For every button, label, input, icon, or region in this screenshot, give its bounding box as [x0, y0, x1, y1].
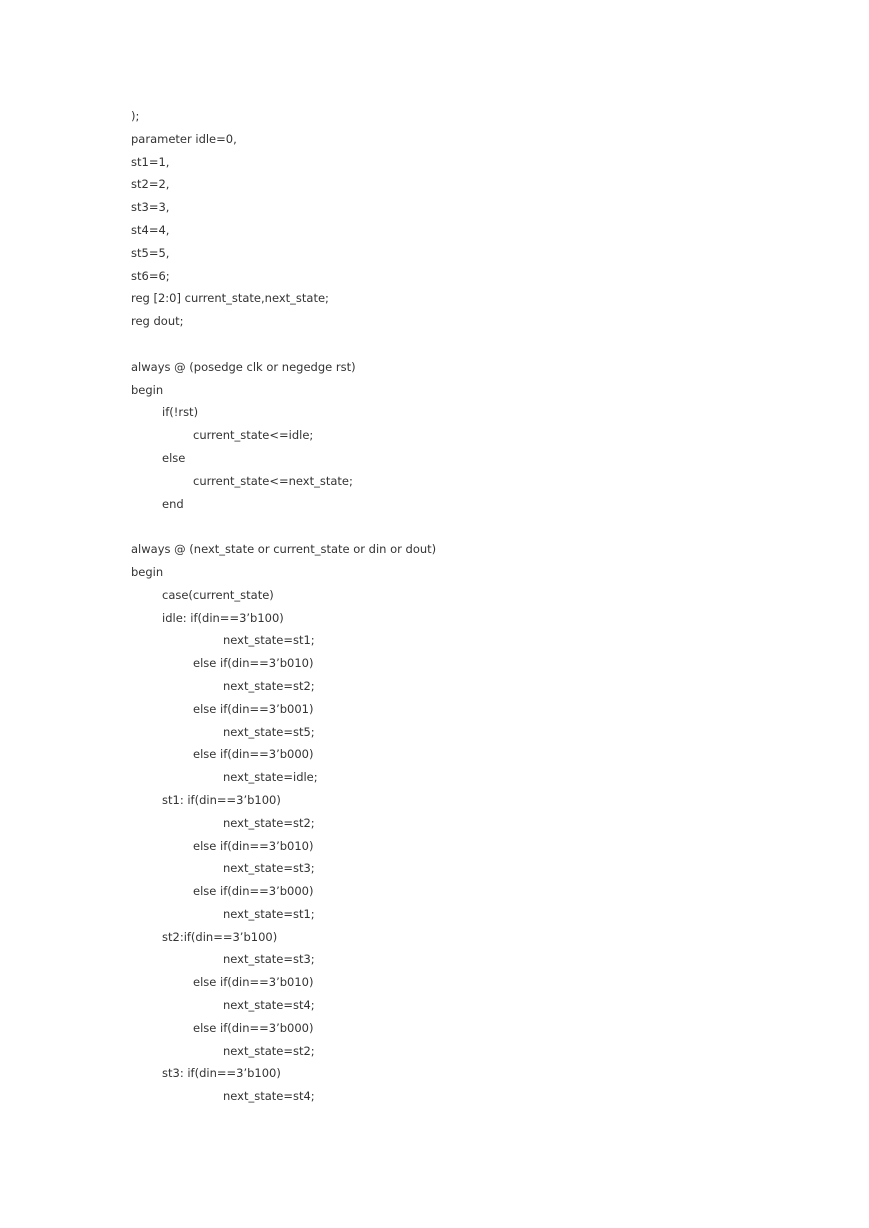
- code-line: st3=3,: [131, 200, 170, 215]
- code-line: always @ (next_state or current_state or din or dout): [131, 542, 437, 557]
- blank-line: [131, 333, 831, 356]
- code-line: next_state=st4;: [223, 1089, 315, 1104]
- code-line: else if(din==3’b010): [193, 838, 314, 853]
- code-listing: [131, 105, 831, 1108]
- code-line: st1=1,: [131, 154, 170, 169]
- code-line: next_state=st2;: [223, 815, 315, 830]
- code-line: next_state=st2;: [223, 1043, 315, 1058]
- code-line: next_state=st3;: [223, 952, 315, 967]
- code-line: always @ (posedge clk or negedge rst): [131, 359, 356, 374]
- code-line: next_state=st5;: [223, 724, 315, 739]
- code-line: else if(din==3’b000): [193, 747, 314, 762]
- code-line: else: [162, 450, 186, 465]
- code-line: current_state<=idle;: [193, 428, 314, 443]
- code-line: case(current_state): [162, 587, 274, 602]
- code-line: st6=6;: [131, 268, 170, 283]
- code-line: st2:if(din==3’b100): [162, 929, 278, 944]
- code-line: else if(din==3’b000): [193, 884, 314, 899]
- code-line: st2=2,: [131, 177, 170, 192]
- code-line: begin: [131, 382, 164, 397]
- code-line: else if(din==3’b010): [193, 656, 314, 671]
- code-line: idle: if(din==3’b100): [162, 610, 284, 625]
- code-line: next_state=st1;: [223, 633, 315, 648]
- code-line: next_state=idle;: [223, 770, 318, 785]
- code-line: next_state=st2;: [223, 678, 315, 693]
- code-line: st5=5,: [131, 245, 170, 260]
- code-line: st1: if(din==3’b100): [162, 792, 281, 807]
- code-line: begin: [131, 564, 164, 579]
- code-line: reg dout;: [131, 314, 184, 329]
- code-line: else if(din==3’b010): [193, 975, 314, 990]
- code-line: current_state<=next_state;: [193, 473, 353, 488]
- code-line: st3: if(din==3’b100): [162, 1066, 281, 1081]
- code-line: next_state=st4;: [223, 998, 315, 1013]
- code-line: next_state=st1;: [223, 906, 315, 921]
- code-line: reg [2:0] current_state,next_state;: [131, 291, 329, 306]
- code-line: );: [131, 109, 140, 123]
- code-line: next_state=st3;: [223, 861, 315, 876]
- code-line: st4=4,: [131, 222, 170, 237]
- code-line: if(!rst): [162, 405, 199, 420]
- code-line: else if(din==3’b001): [193, 701, 314, 716]
- code-line: parameter idle=0,: [131, 131, 237, 146]
- blank-line: [131, 515, 831, 538]
- code-line: else if(din==3’b000): [193, 1020, 314, 1035]
- code-line: end: [162, 496, 184, 511]
